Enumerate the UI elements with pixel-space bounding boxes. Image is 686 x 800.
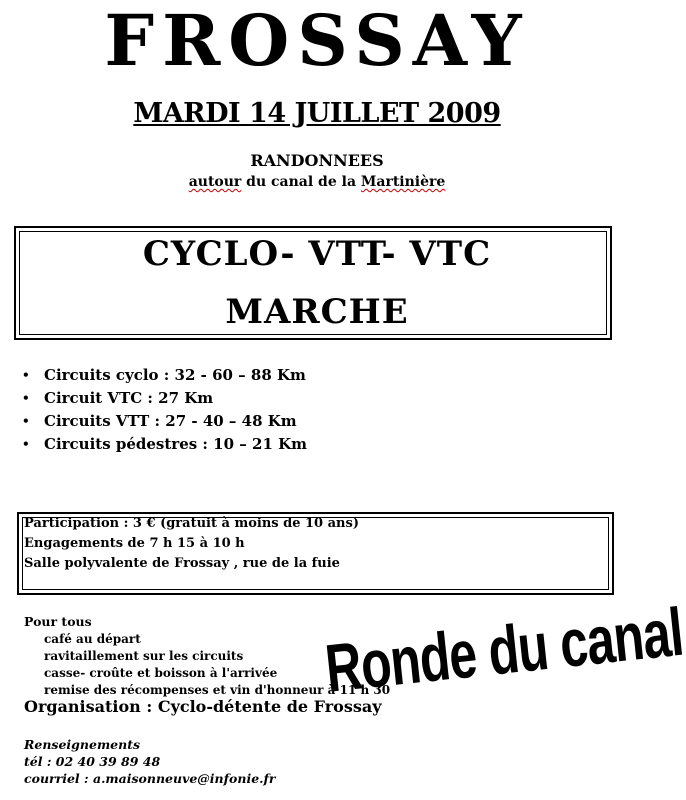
phone-number: tél : 02 40 39 89 48 <box>24 754 161 769</box>
list-item: remise des récompenses et vin d'honneur à 11 h 30 <box>44 683 391 697</box>
location-subtitle <box>0 174 634 190</box>
ronde-du-canal-wordart: Ronde du canal <box>321 594 686 707</box>
list-item: café au départ <box>44 632 141 646</box>
venue-text: Salle polyvalente de Frossay , rue de la fuie <box>24 556 340 571</box>
page-title: FROSSAY <box>104 0 530 82</box>
pour-tous-heading: Pour tous <box>24 614 92 629</box>
engagements-text: Engagements de 7 h 15 à 10 h <box>24 536 245 551</box>
list-item: • Circuits pédestres : 10 – 21 Km <box>20 433 307 456</box>
list-item: ravitaillement sur les circuits <box>44 649 244 663</box>
activity-line-1: CYCLO- VTT- VTC <box>142 234 492 274</box>
list-item: • Circuit VTC : 27 Km <box>20 387 307 410</box>
renseignements-heading: Renseignements <box>24 737 141 752</box>
event-date: MARDI 14 JUILLET 2009 <box>133 98 501 129</box>
organisation-line: Organisation : Cyclo-détente de Frossay <box>24 697 382 716</box>
autour-rest: du canal de la <box>241 174 361 190</box>
list-item: casse- croûte et boisson à l'arrivée <box>44 666 278 680</box>
martiniere-word: Martinière <box>360 174 446 190</box>
autour-word: autour <box>188 174 242 190</box>
activity-line-2: MARCHE <box>225 292 409 332</box>
bullet-icon: • <box>22 437 30 451</box>
bullet-icon: • <box>22 414 30 428</box>
list-item: • Circuits cyclo : 32 - 60 – 88 Km <box>20 364 307 387</box>
bullet-icon: • <box>22 391 30 405</box>
circuits-list <box>20 364 307 456</box>
randonnees-heading: RANDONNEES <box>250 151 384 170</box>
bullet-icon: • <box>22 368 30 382</box>
email-contact: courriel : a.maisonneuve@infonie.fr <box>24 771 276 786</box>
participation-text: Participation : 3 € (gratuit à moins de 10 ans) <box>24 516 359 531</box>
list-item: • Circuits VTT : 27 - 40 – 48 Km <box>20 410 307 433</box>
